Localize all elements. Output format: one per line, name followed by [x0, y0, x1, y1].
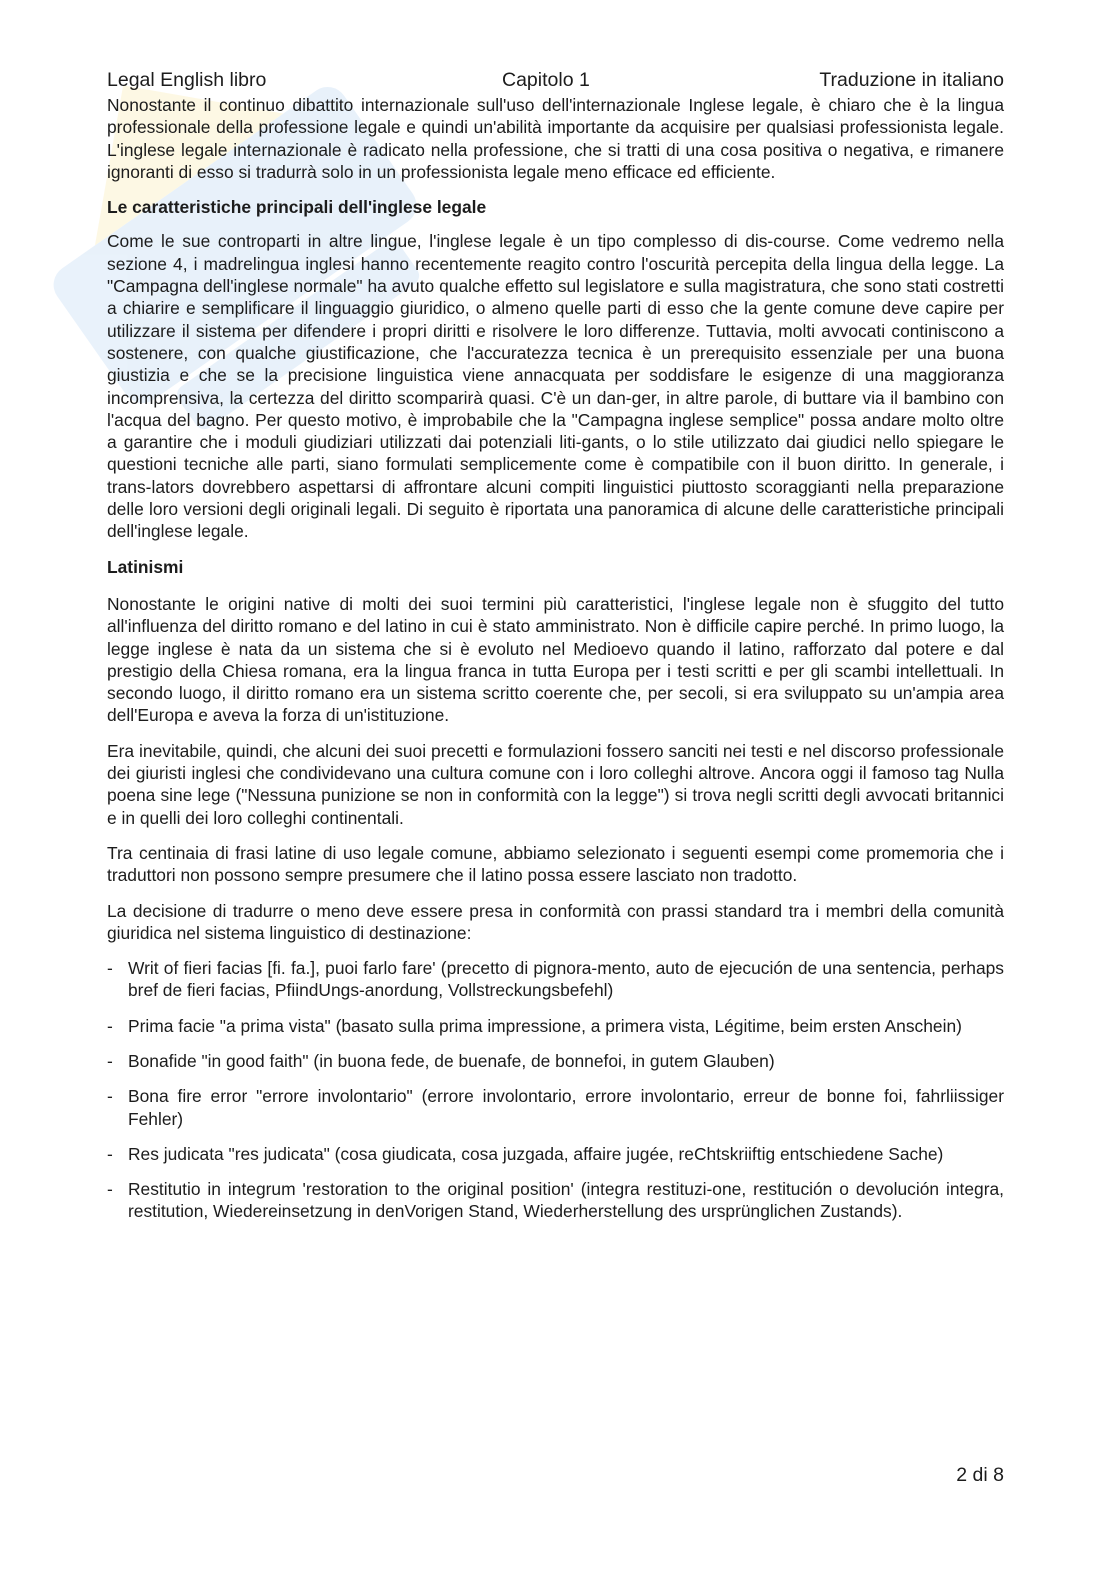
list-item — [107, 1085, 1004, 1130]
dash-bullet: - — [107, 1050, 113, 1071]
latinisms-paragraph-2: Era inevitabile, quindi, che alcuni dei suoi precetti e formulazioni fossero sanciti nei testi e nel discorso professionale dei giuristi inglesi che condividevano una cultura comune con i loro colleghi altrove. Ancora oggi il famoso tag Nulla poena sine lege ("Nessuna punizione se non in conformità con la legge") si trova negli scritti degli avvocati britannici e in quelli dei loro colleghi continentali. — [107, 740, 1004, 828]
intro-paragraph: Nonostante il continuo dibattito internazionale sull'uso dell'internazionale Inglese legale, è chiaro che è la lingua professionale della professione legale e quindi un'abilità importante da acquisire per qualsiasi professionista legale. L'inglese legale internazionale è radicato nella professione, che si tratti di una cosa positiva o negativa, e rimanere ignoranti di esso si tradurrà solo in un professionista legale meno efficace ed efficiente. — [107, 95, 1004, 182]
document-page — [107, 66, 1004, 1236]
latinisms-paragraph-3: Tra centinaia di frasi latine di uso legale comune, abbiamo selezionato i seguenti esempi come promemoria che i traduttori non possono sempre presumere che il latino possa essere lasciato non tradotto. — [107, 842, 1004, 886]
list-item-text: Bona fire error "errore involontario" (errore involontario, errore involontario, erreur de bonne foi, fahrliissiger Fehler) — [128, 1086, 1004, 1129]
list-item-text: Prima facie "a prima vista" (basato sulla prima impressione, a primera vista, Légitime, beim ersten Anschein) — [128, 1015, 962, 1036]
latinisms-paragraph-4: La decisione di tradurre o meno deve essere presa in conformità con prassi standard tra i membri della comunità giuridica nel sistema linguistico di destinazione: — [107, 900, 1004, 943]
page-header — [107, 66, 1004, 94]
section-features-paragraph: Come le sue controparti in altre lingue, l'inglese legale è un tipo complesso di dis-course. Come vedremo nella sezione 4, i madrelingua inglesi hanno recentemente reagito contro l'oscurità percepita della lingua della legge. La "Campagna dell'inglese normale" ha avuto qualche effetto sul legislatore e sulla magistratura, che sono stati costretti a chiarire e semplificare il linguaggio giuridico, o almeno quelle parti di esso che la gente comune deve capire per utilizzare il sistema per difendere i propri diritti e risolvere le loro differenze. Tuttavia, molti avvocati continiscono a sostenere, con qualche giustificazione, che l'accuratezza tecnica è un prerequisito essenziale per una buona giustizia e che se la precisione linguistica viene annacquata per soddisfare le esigenze di una maggioranza incomprensiva, la certezza del diritto scomparirà quasi. C'è un dan-ger, in altre parole, di buttare via il bambino con l'acqua del bagno. Per questo motivo, è improbabile che la "Campagna inglese semplice" possa andare molto oltre a garantire che i moduli giudiziari utilizzati dai potenziali liti-gants, o lo stile utilizzato dai giudici nello spiegare le questioni tecniche alle parti, siano formulati semplicemente come è compatibile con il buon diritto. In generale, i trans-lators dovrebbero aspettarsi di affrontare alcuni compiti linguistici piuttosto scoraggianti nella preparazione delle loro versioni degli originali legali. Di seguito è riportata una panoramica di alcune delle caratteristiche principali dell'inglese legale. — [107, 231, 1004, 542]
section-title-features: Le caratteristiche principali dell'inglese legale — [107, 197, 487, 218]
dash-bullet: - — [107, 1143, 113, 1164]
list-item — [107, 1143, 1004, 1165]
list-item — [107, 957, 1004, 1002]
dash-bullet: - — [107, 1179, 113, 1200]
dash-bullet: - — [107, 1086, 113, 1107]
list-item-text: Restitutio in integrum 'restoration to the original position' (integra restituzi-one, restitución o devolución integra, restitution, Wiedereinsetzung in denVorigen Stand, Wiederherstellung des ursprünglichen Zustands). — [128, 1179, 1004, 1222]
dash-bullet: - — [107, 958, 113, 979]
header-chapter: Capitolo 1 — [502, 69, 590, 91]
list-item-text: Res judicata "res judicata" (cosa giudicata, cosa juzgada, affaire jugée, reChtskriiftig entschiedene Sache) — [128, 1143, 944, 1164]
list-item-text: Bonafide "in good faith" (in buona fede, de buenafe, de bonnefoi, in gutem Glauben) — [128, 1050, 775, 1071]
list-item — [107, 1015, 1004, 1037]
list-item-text: Writ of fieri facias [fi. fa.], puoi farlo fare' (precetto di pignora-mento, auto de ejecución de una sentencia, perhaps bref de fieri facias, PfiindUngs-anordung, Vollstreckungsbefehl) — [128, 958, 1004, 1001]
header-book-title: Legal English libro — [107, 69, 267, 91]
section-title-latinisms: Latinismi — [107, 556, 184, 577]
header-translation-note: Traduzione in italiano — [819, 69, 1004, 91]
dash-bullet: - — [107, 1015, 113, 1036]
list-item — [107, 1050, 1004, 1072]
latinisms-paragraph-1: Nonostante le origini native di molti dei suoi termini più caratteristici, l'inglese legale non è sfuggito del tutto all'influenza del diritto romano e del latino in cui è stato amministrato. Non è difficile capire perché. In primo luogo, la legge inglese è nata da un sistema che si è evoluto nel Medioevo quando il latino, rafforzato dal potere e dal prestigio della Chiesa romana, era la lingua franca in tutta Europa per i testi scritti e per gli scambi intellettuali. In secondo luogo, il diritto romano era un sistema scritto coerente che, per secoli, si era sviluppato su un'ampia area dell'Europa e aveva la forza di un'istituzione. — [107, 593, 1004, 726]
list-item — [107, 1178, 1004, 1223]
latin-phrases-list — [107, 957, 1004, 1223]
page-number: 2 di 8 — [956, 1464, 1004, 1486]
